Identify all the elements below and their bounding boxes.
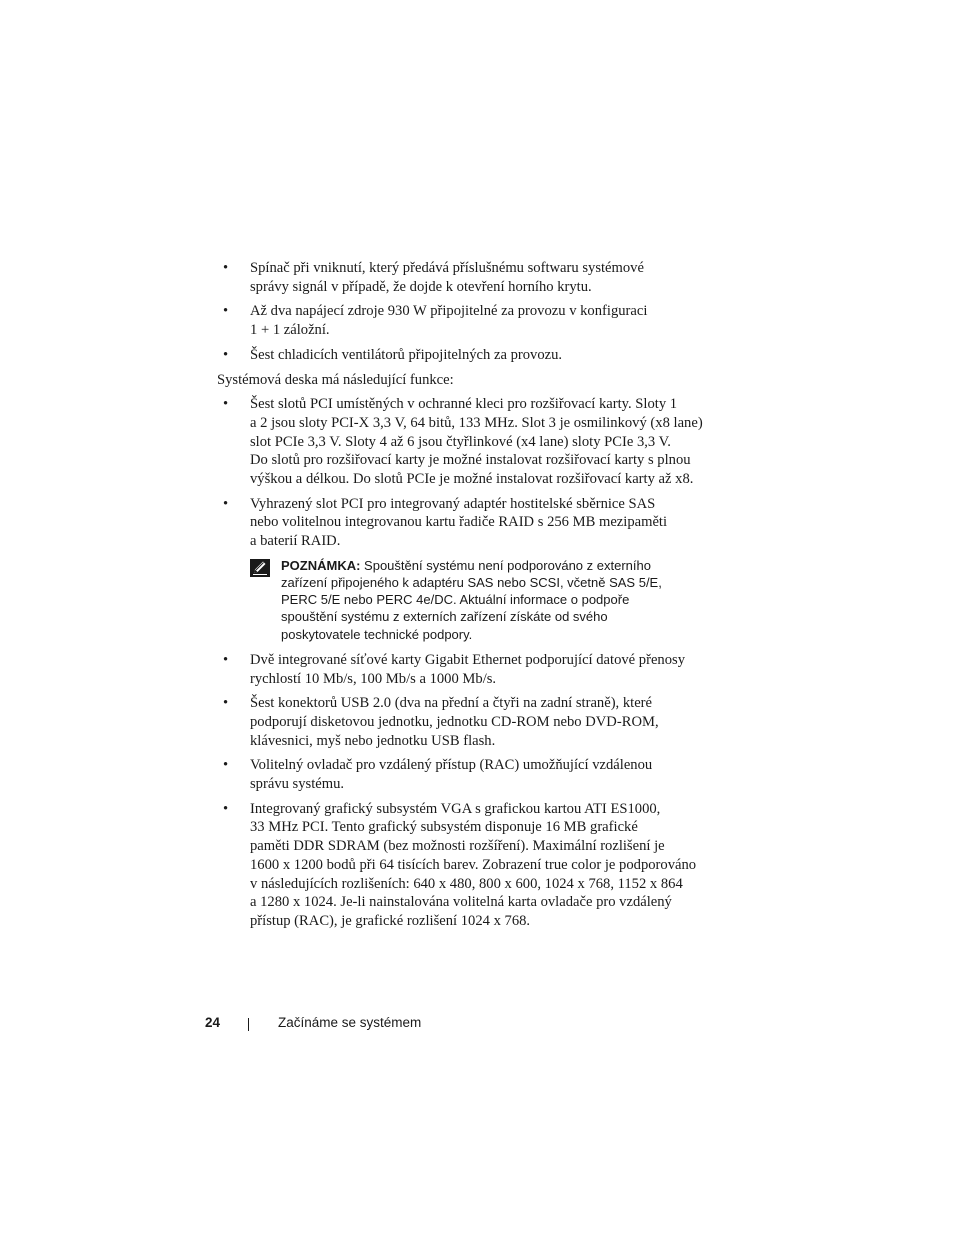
note-box	[217, 557, 717, 643]
text-line: rychlostí 10 Mb/s, 100 Mb/s a 1000 Mb/s.	[250, 670, 497, 687]
text-line: výškou a délkou. Do slotů PCIe je možné instalovat rozšiřovací karty až x8.	[250, 471, 694, 488]
text-line: Integrovaný grafický subsystém VGA s grafickou kartou ATI ES1000,	[250, 800, 661, 817]
note-line	[281, 557, 717, 574]
pencil-note-icon	[250, 559, 270, 577]
list-item	[217, 756, 717, 793]
bullet-icon: •	[223, 346, 229, 363]
text-line: a 1280 x 1024. Je-li nainstalována volitelná karta ovladače pro vzdálený	[250, 894, 672, 911]
note-line: PERC 5/E nebo PERC 4e/DC. Aktuální informace o podpoře	[281, 592, 630, 608]
feature-list-top	[217, 259, 717, 365]
bullet-icon: •	[223, 800, 229, 817]
list-item	[217, 259, 717, 296]
text-line: Volitelný ovladač pro vzdálený přístup (RAC) umožňující vzdálenou	[250, 757, 653, 774]
text-line: 1 + 1 záložní.	[250, 322, 330, 339]
footer-divider	[248, 1018, 249, 1031]
page-content	[217, 259, 717, 937]
list-item	[217, 495, 717, 551]
bullet-icon: •	[223, 495, 229, 512]
text-line: Vyhrazený slot PCI pro integrovaný adaptér hostitelské sběrnice SAS	[250, 495, 656, 512]
note-line: poskytovatele technické podpory.	[281, 626, 473, 642]
text-line: správu systému.	[250, 776, 345, 793]
text-line: slot PCIe 3,3 V. Sloty 4 až 6 jsou čtyřlinkové (x4 lane) sloty PCIe 3,3 V.	[250, 433, 671, 450]
text-line: přístup (RAC), je grafické rozlišení 1024 x 768.	[250, 913, 531, 929]
list-item	[217, 800, 717, 931]
text-line: podporují disketovou jednotku, jednotku CD-ROM nebo DVD-ROM,	[250, 713, 659, 730]
text-line: Spínač při vniknutí, který předává příslušnému softwaru systémové	[250, 260, 644, 276]
text-line: Dvě integrované síťové karty Gigabit Ethernet podporující datové přenosy	[250, 651, 686, 668]
feature-list-board-continued	[217, 651, 717, 931]
text-line: a baterií RAID.	[250, 533, 341, 550]
text-line: Šest chladicích ventilátorů připojitelných za provozu.	[250, 346, 563, 363]
note-label: POZNÁMKA:	[281, 557, 361, 573]
text-line: Do slotů pro rozšiřovací karty je možné instalovat rozšiřovací karty s plnou	[250, 452, 691, 469]
note-line: spouštění systému z externích zařízení získáte od svého	[281, 609, 608, 625]
text-line: a 2 jsou sloty PCI-X 3,3 V, 64 bitů, 133 MHz. Slot 3 je osmilinkový (x8 lane)	[250, 414, 703, 431]
list-item	[217, 395, 717, 489]
bullet-icon: •	[223, 695, 229, 712]
text-line: Až dva napájecí zdroje 930 W připojitelné za provozu v konfiguraci	[250, 303, 648, 320]
note-line: zařízení připojeného k adaptéru SAS nebo SCSI, včetně SAS 5/E,	[281, 575, 662, 591]
feature-list-board	[217, 395, 717, 551]
bullet-icon: •	[223, 651, 229, 668]
list-item	[217, 694, 717, 750]
bullet-icon: •	[223, 396, 229, 413]
page-number: 24	[205, 1015, 221, 1030]
text-line: nebo volitelnou integrovanou kartu řadiče RAID s 256 MB mezipaměti	[250, 514, 668, 531]
list-item	[217, 651, 717, 688]
text-line: paměti DDR SDRAM (bez možnosti rozšíření). Maximální rozlišení je	[250, 838, 665, 855]
text-line: 33 MHz PCI. Tento grafický subsystém disponuje 16 MB grafické	[250, 819, 638, 836]
text-line: 1600 x 1200 bodů při 64 tisících barev. Zobrazení true color je podporováno	[250, 856, 697, 873]
list-item	[217, 302, 717, 339]
intro-paragraph: Systémová deska má následující funkce:	[217, 371, 454, 388]
note-text: Spouštění systému není podporováno z externího	[360, 557, 651, 573]
bullet-icon: •	[223, 757, 229, 774]
text-line: Šest slotů PCI umístěných v ochranné kleci pro rozšiřovací karty. Sloty 1	[250, 396, 678, 413]
text-line: v následujících rozlišeních: 640 x 480, 800 x 600, 1024 x 768, 1152 x 864	[250, 875, 683, 892]
text-line: klávesnici, myš nebo jednotku USB flash.	[250, 732, 496, 749]
list-item	[217, 346, 717, 365]
chapter-title: Začínáme se systémem	[278, 1015, 422, 1030]
text-line: správy signál v případě, že dojde k otevření horního krytu.	[250, 278, 592, 295]
bullet-icon: •	[223, 260, 229, 276]
text-line: Šest konektorů USB 2.0 (dva na přední a čtyři na zadní straně), které	[250, 695, 653, 712]
bullet-icon: •	[223, 303, 229, 320]
